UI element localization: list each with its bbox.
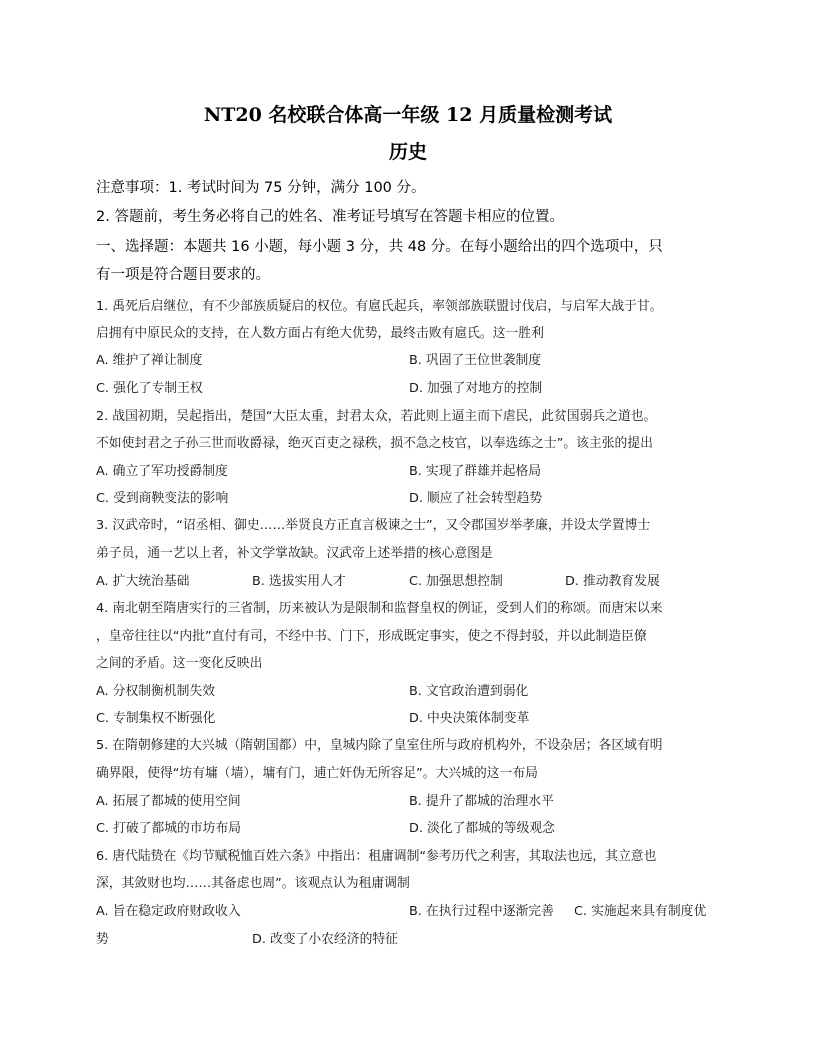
question-2-option-b: B. 实现了群雄并起格局 bbox=[409, 464, 542, 479]
section-heading-line-1: 一、选择题：本题共 16 小题，每小题 3 分，共 48 分。在每小题给出的四个选项中，只 bbox=[96, 239, 663, 255]
question-1-option-d: D. 加强了对地方的控制 bbox=[409, 381, 543, 396]
question-2-option-c: C. 受到商鞅变法的影响 bbox=[96, 491, 229, 506]
question-3-option-c: C. 加强思想控制 bbox=[409, 574, 503, 589]
question-4-option-a: A. 分权制衡机制失效 bbox=[96, 684, 216, 699]
question-4-line-1: 4. 南北朝至隋唐实行的三省制，历来被认为是限制和监督皇权的例证，受到人们的称颂。而唐宋以来 bbox=[96, 601, 663, 616]
question-4-option-d: D. 中央决策体制变革 bbox=[409, 711, 530, 726]
question-6-option-c-wrap: 势 bbox=[96, 932, 109, 947]
question-4-option-b: B. 文官政治遭到弱化 bbox=[409, 684, 529, 699]
question-1-line-1: 1. 禹死后启继位，有不少部族质疑启的权位。有扈氏起兵，率领部族联盟讨伐启，与启军大战于甘。 bbox=[96, 299, 663, 314]
question-5-line-1: 5. 在隋朝修建的大兴城（隋朝国都）中，皇城内除了皇室住所与政府机构外，不设杂居；各区域有明 bbox=[96, 738, 663, 753]
question-6-option-d: D. 改变了小农经济的特征 bbox=[252, 932, 398, 947]
question-6-option-b: B. 在执行过程中逐渐完善 bbox=[409, 904, 554, 919]
question-2-option-d: D. 顺应了社会转型趋势 bbox=[409, 491, 543, 506]
question-1-option-b: B. 巩固了王位世袭制度 bbox=[409, 353, 542, 368]
question-1-line-2: 启拥有中原民众的支持，在人数方面占有绝大优势，最终击败有扈氏。这一胜利 bbox=[96, 326, 544, 341]
notice-line-2: 2. 答题前，考生务必将自己的姓名、准考证号填写在答题卡相应的位置。 bbox=[96, 209, 564, 225]
question-1-option-a: A. 维护了禅让制度 bbox=[96, 353, 203, 368]
question-2-option-a: A. 确立了军功授爵制度 bbox=[96, 464, 228, 479]
question-1-option-c: C. 强化了专制王权 bbox=[96, 381, 203, 396]
question-3-line-1: 3. 汉武帝时，“诏丞相、御史……举贤良方正直言极谏之士”，又令郡国岁举孝廉，并设太学置博士 bbox=[96, 518, 651, 533]
question-2-line-1: 2. 战国初期，吴起指出，楚国“大臣太重，封君太众，若此则上逼主而下虐民，此贫国弱兵之道也。 bbox=[96, 409, 657, 424]
question-6-line-1: 6. 唐代陆贽在《均节赋税恤百姓六条》中指出：租庸调制“参考历代之利害，其取法也远，其立意也 bbox=[96, 849, 657, 864]
exam-title: NT20 名校联合体高一年级 12 月质量检测考试 bbox=[203, 104, 613, 126]
question-5-option-a: A. 拓展了都城的使用空间 bbox=[96, 794, 241, 809]
question-5-option-c: C. 打破了都城的市坊布局 bbox=[96, 821, 242, 836]
question-4-line-3: 之间的矛盾。这一变化反映出 bbox=[96, 656, 263, 671]
question-3-option-b: B. 选拔实用人才 bbox=[252, 574, 346, 589]
question-5-line-2: 确界限，使得“坊有墉（墙），墉有门，逋亡奸伪无所容足”。大兴城的这一布局 bbox=[96, 766, 538, 781]
question-4-line-2: ，皇帝往往以“内批”直付有司，不经中书、门下，形成既定事实，使之不得封驳，并以此制造臣僚 bbox=[96, 629, 647, 644]
question-3-option-a: A. 扩大统治基础 bbox=[96, 574, 190, 589]
question-4-option-c: C. 专制集权不断强化 bbox=[96, 711, 216, 726]
question-5-option-b: B. 提升了都城的治理水平 bbox=[409, 794, 554, 809]
subject-title: 历史 bbox=[388, 141, 427, 163]
notice-line-1: 注意事项：1. 考试时间为 75 分钟，满分 100 分。 bbox=[96, 180, 426, 196]
question-6-option-c: C. 实施起来具有制度优 bbox=[574, 904, 707, 919]
question-3-line-2: 弟子员，通一艺以上者，补文学掌故缺。汉武帝上述举措的核心意图是 bbox=[96, 546, 493, 561]
question-3-option-d: D. 推动教育发展 bbox=[565, 574, 660, 589]
question-6-option-a: A. 旨在稳定政府财政收入 bbox=[96, 904, 241, 919]
section-heading-line-2: 有一项是符合题目要求的。 bbox=[96, 267, 270, 283]
question-2-line-2: 不如使封君之子孙三世而收爵禄，绝灭百吏之禄秩，损不急之枝官，以奉选练之士”。该主张的提出 bbox=[96, 436, 653, 451]
question-6-line-2: 深，其敛财也均……其备虑也周”。该观点认为租庸调制 bbox=[96, 876, 410, 891]
question-5-option-d: D. 淡化了都城的等级观念 bbox=[409, 821, 555, 836]
